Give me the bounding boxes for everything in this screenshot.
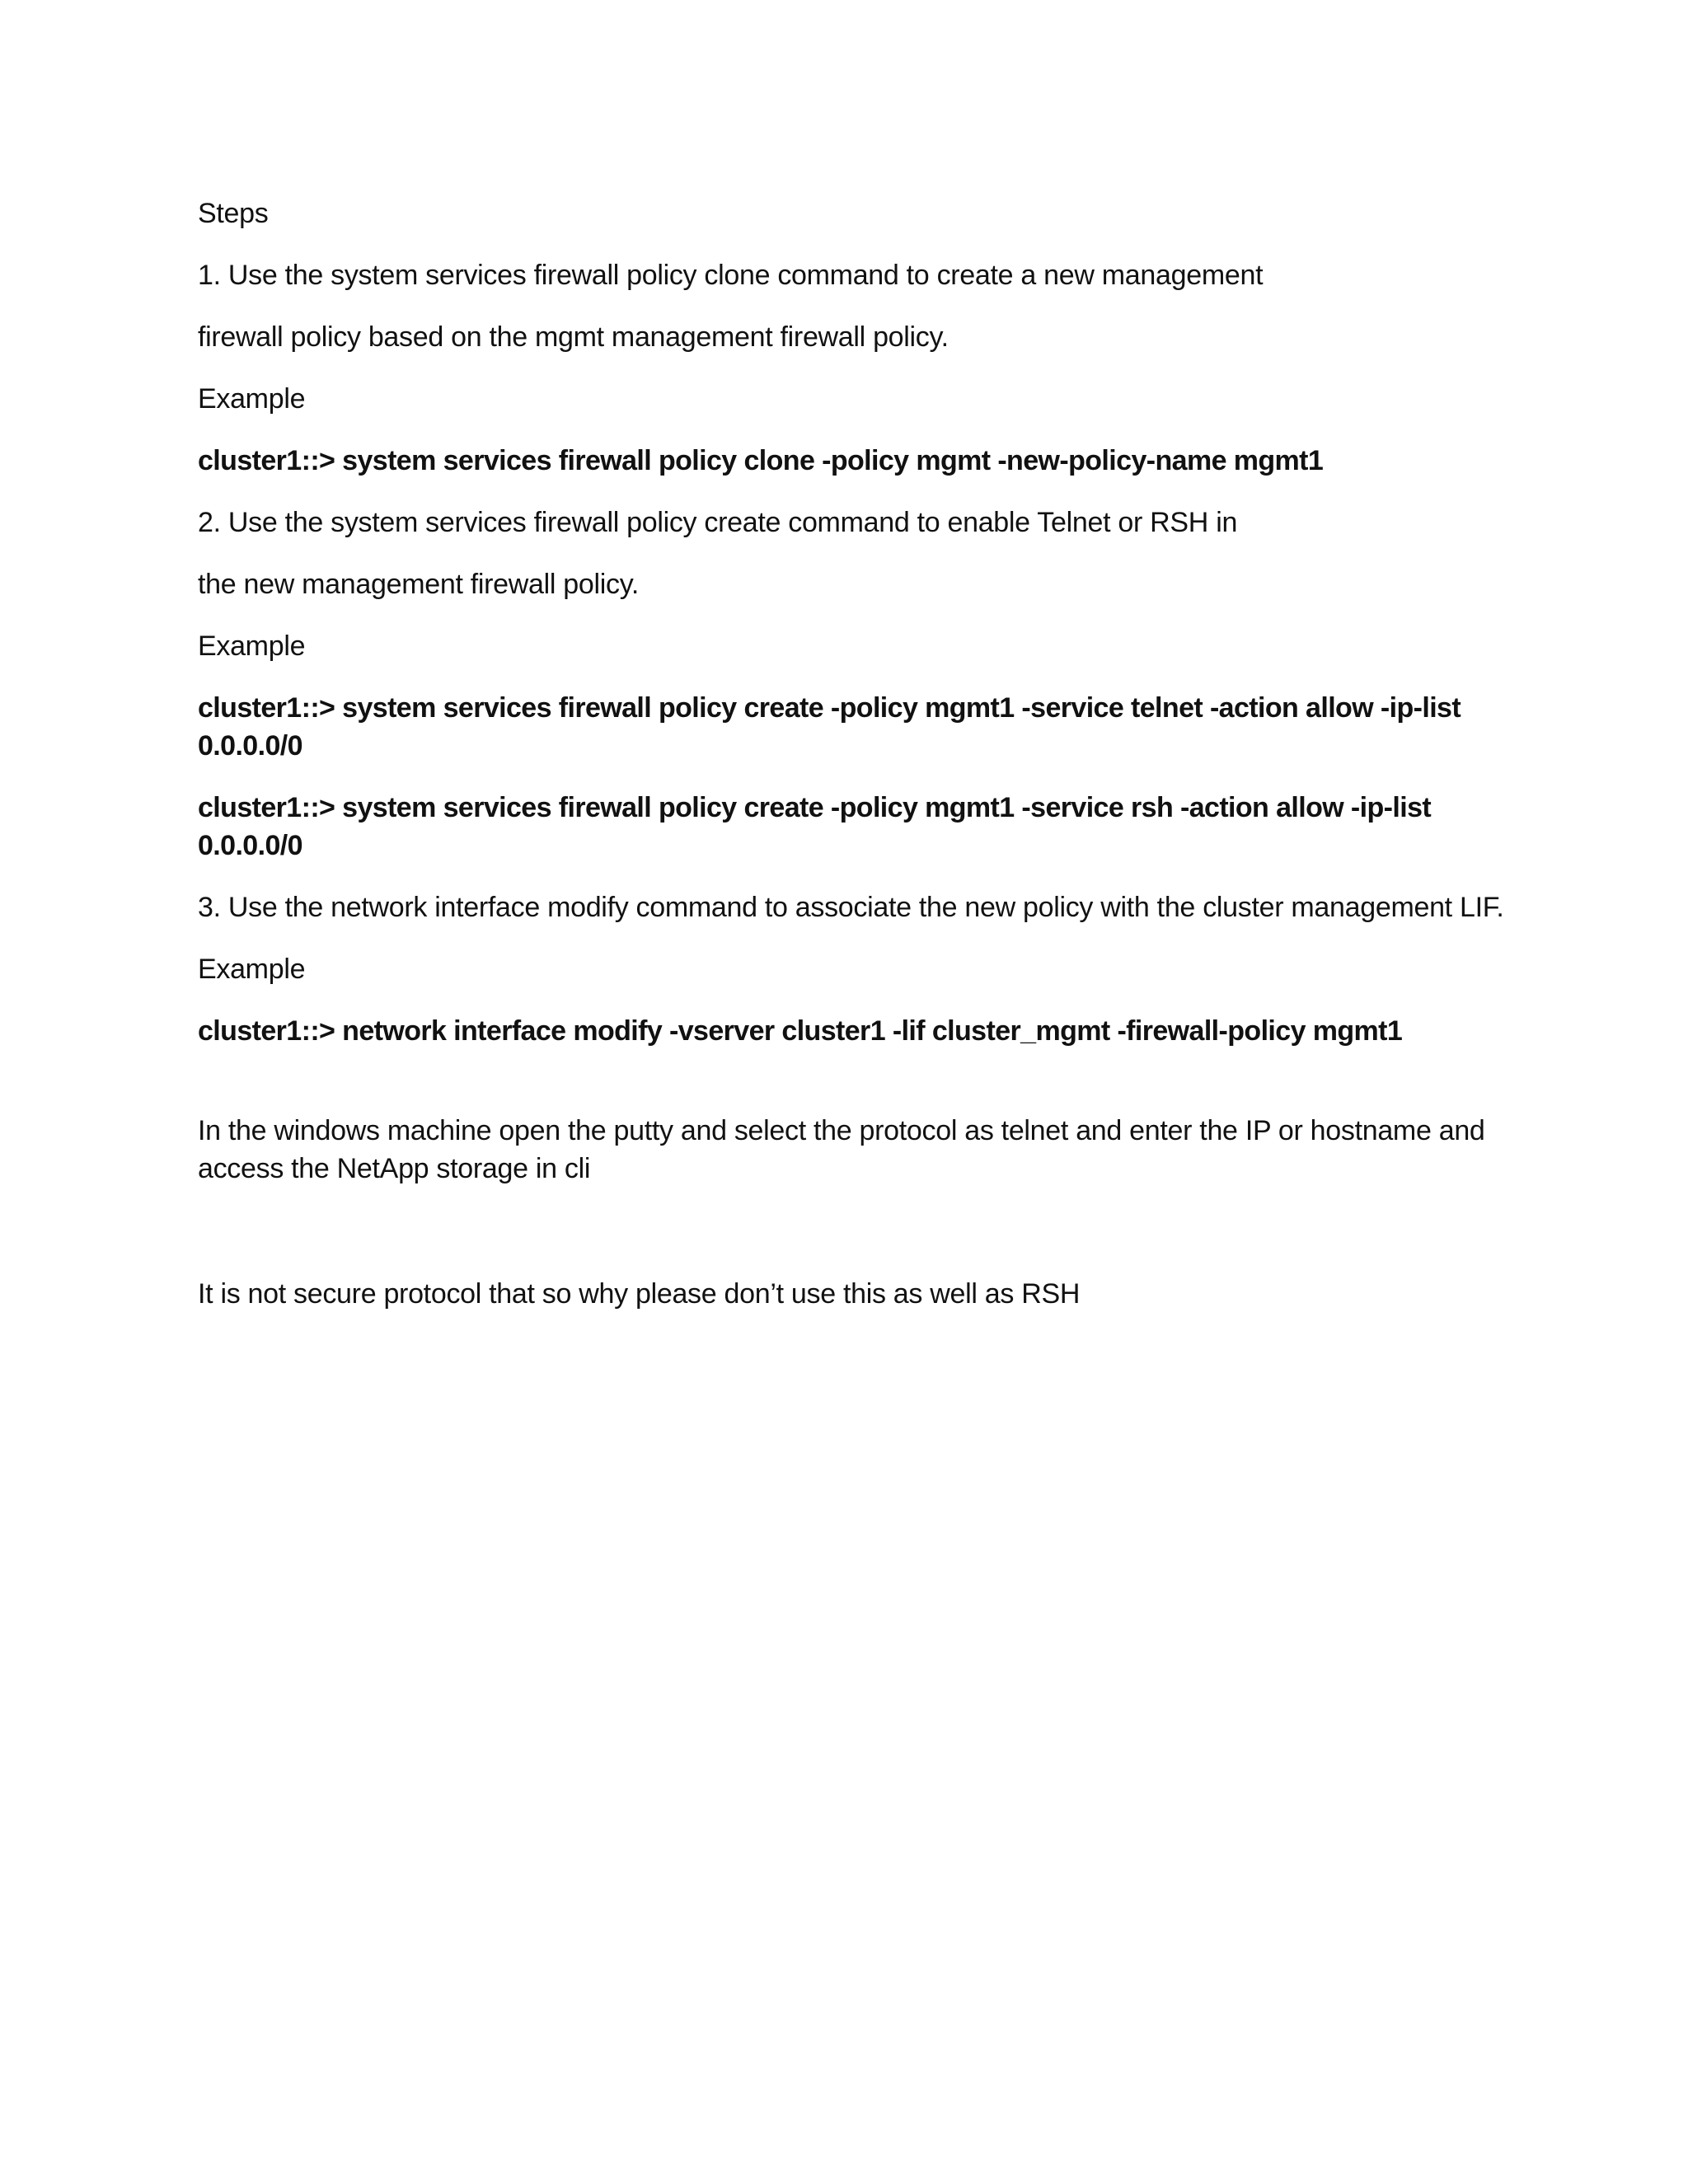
command-create-rsh: cluster1::> system services firewall policy create -policy mgmt1 -service rsh -action allow -ip-list 0.0.0.0/0 [198,792,1432,861]
security-note: It is not secure protocol that so why please don’t use this as well as RSH [198,1278,1081,1310]
example-label-2: Example [198,630,306,662]
putty-note: In the windows machine open the putty and select the protocol as telnet and enter the IP or hostname and access the NetApp storage in cli [198,1115,1485,1184]
steps-heading: Steps [198,198,269,229]
document-body [198,194,1508,1337]
command-clone-policy: cluster1::> system services firewall policy clone -policy mgmt -new-policy-name mgmt1 [198,445,1324,476]
step-1-text-line-1: 1. Use the system services firewall policy clone command to create a new management [198,260,1264,291]
example-label-1: Example [198,383,306,415]
step-2-text-line-2: the new management firewall policy. [198,569,640,600]
step-3-text: 3. Use the network interface modify command to associate the new policy with the cluster management LIF. [198,892,1504,923]
step-2-text-line-1: 2. Use the system services firewall policy create command to enable Telnet or RSH in [198,507,1238,538]
example-label-3: Example [198,954,306,985]
command-modify-interface: cluster1::> network interface modify -vserver cluster1 -lif cluster_mgmt -firewall-policy mgmt1 [198,1015,1403,1047]
command-create-telnet: cluster1::> system services firewall policy create -policy mgmt1 -service telnet -action allow -ip-list 0.0.0.0/0 [198,692,1461,762]
step-1-text-line-2: firewall policy based on the mgmt management firewall policy. [198,321,949,353]
